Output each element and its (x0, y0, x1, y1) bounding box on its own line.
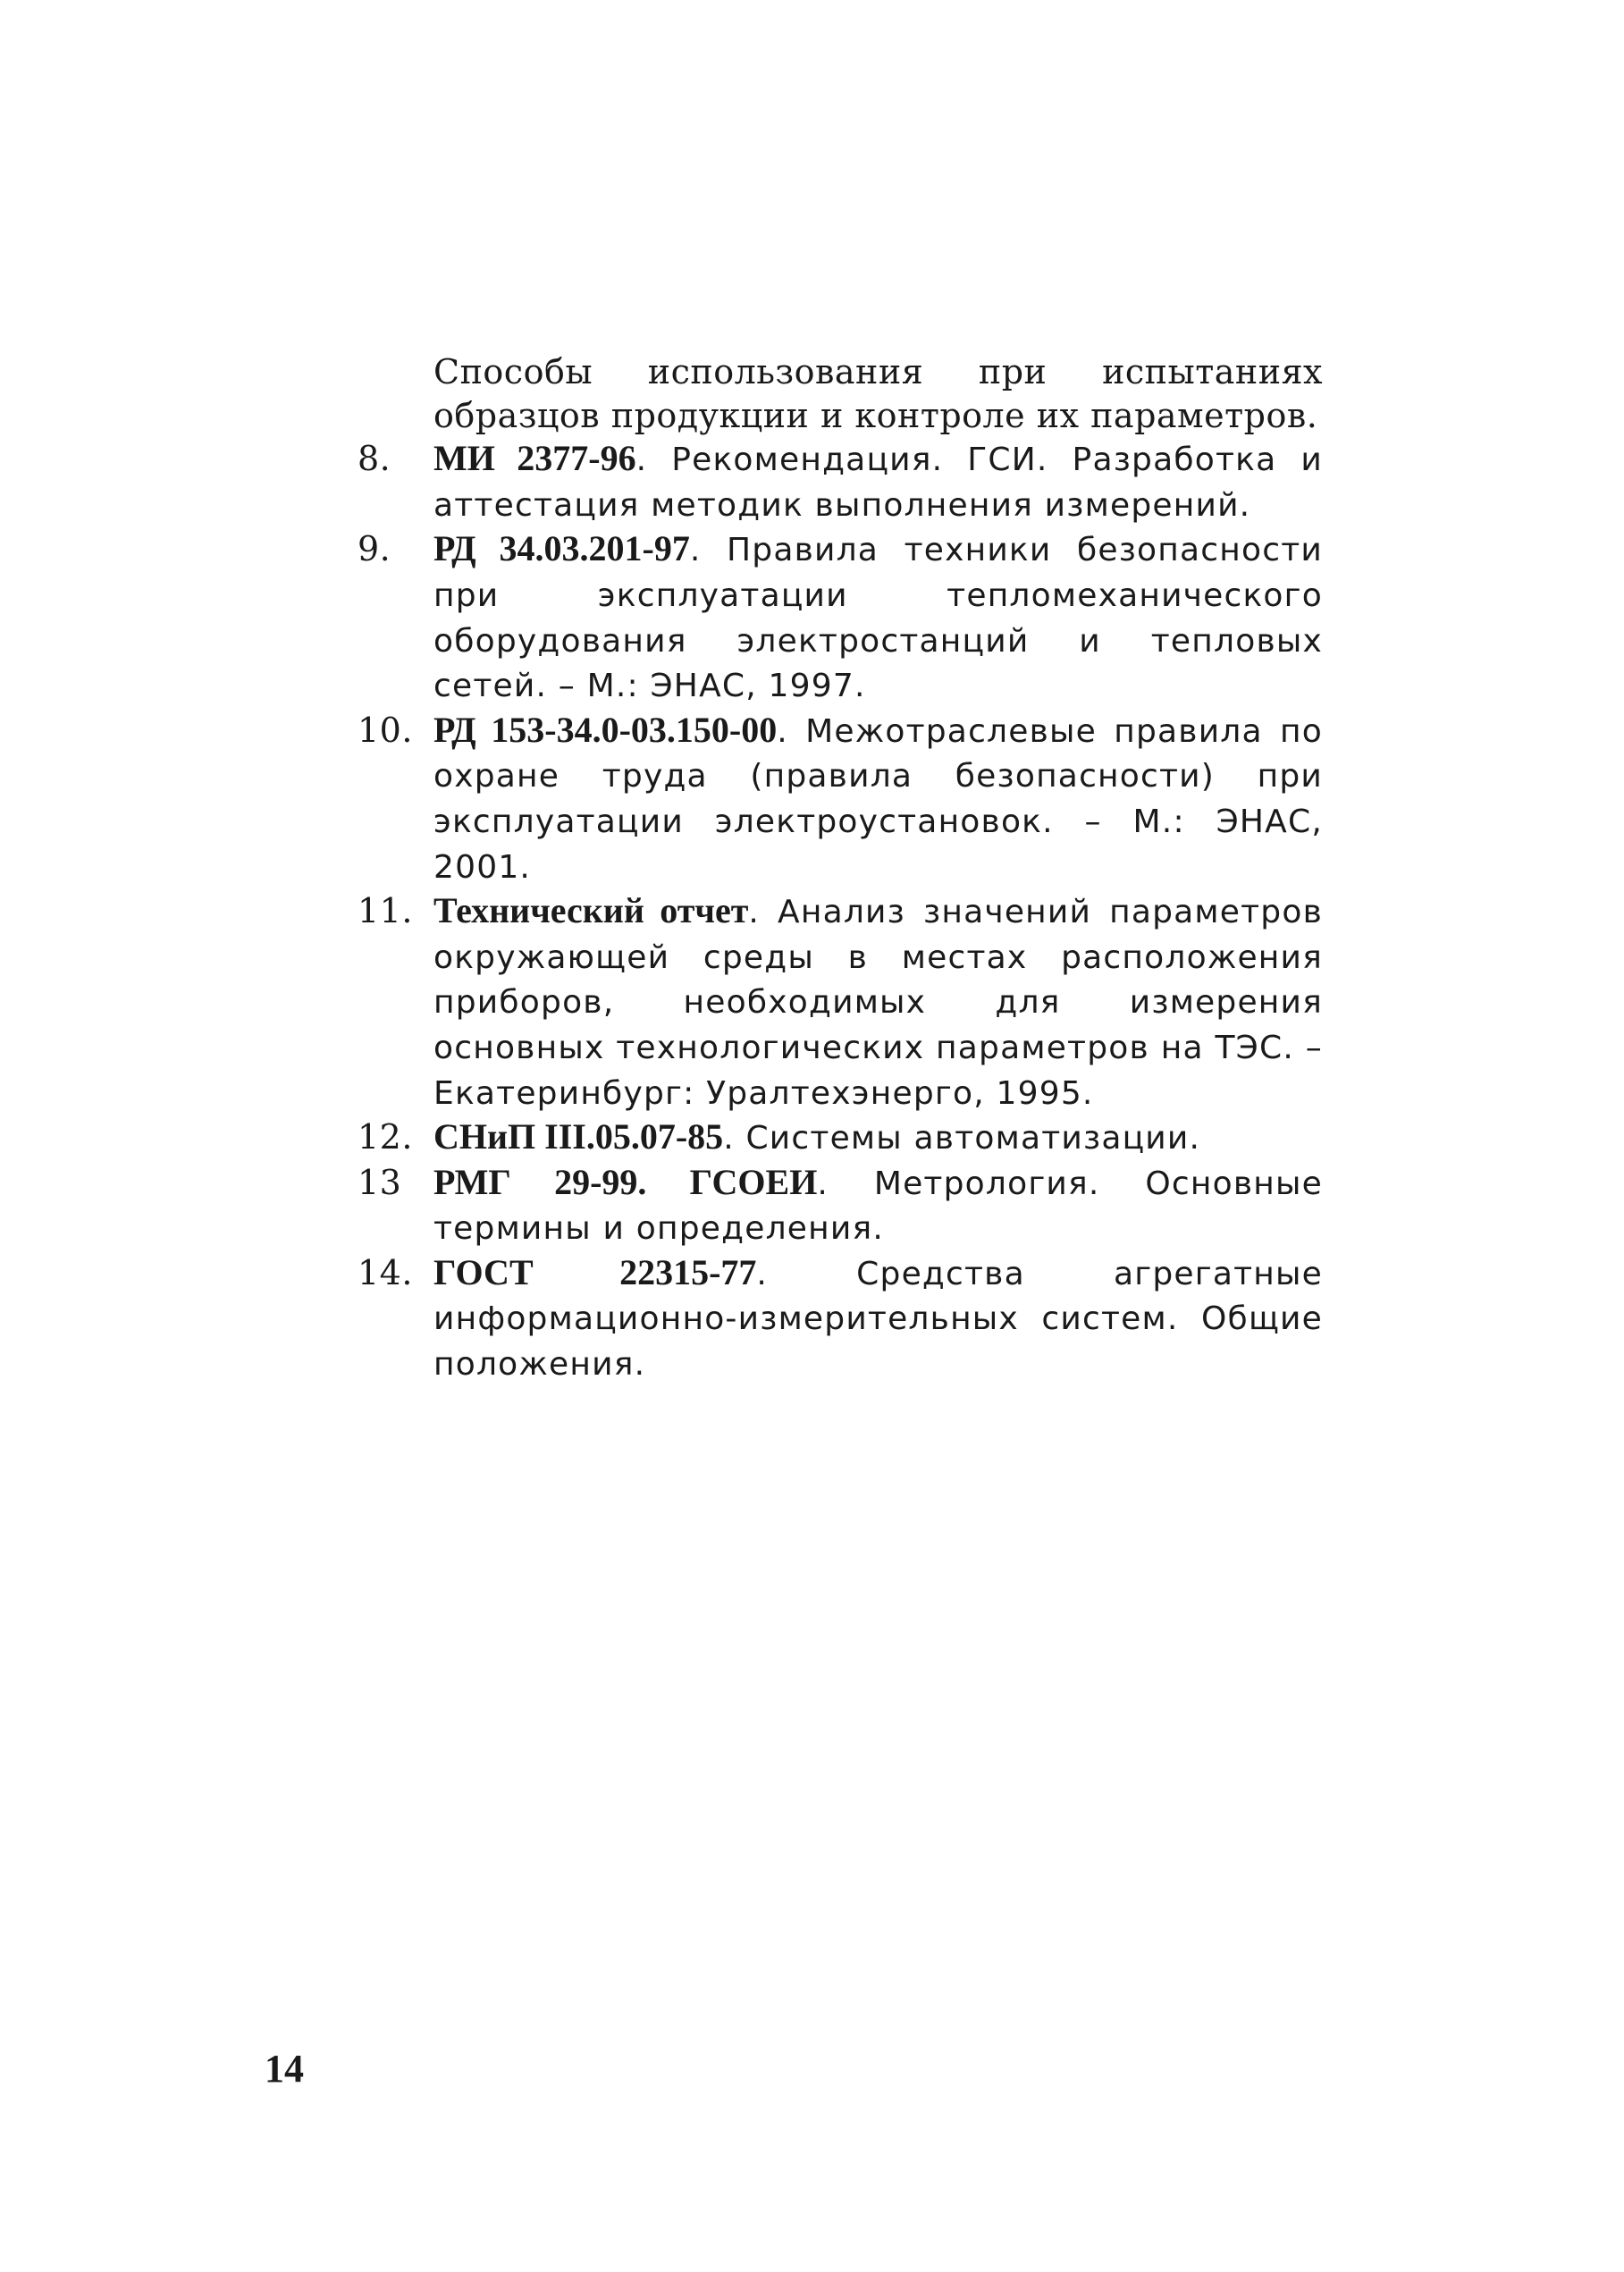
reference-code: ГОСТ 22315-77 (433, 1251, 757, 1292)
reference-number: 10. (358, 710, 413, 750)
reference-number: 11. (358, 891, 413, 931)
reference-item-11 (358, 889, 1323, 1115)
reference-continuation: Способы использования при испытаниях образцов продукции и контроле их параметров. (433, 352, 1323, 435)
reference-item-14 (358, 1251, 1323, 1387)
reference-text: . Средства агрегатные информационно-измерительных систем. Общие положения. (433, 1255, 1323, 1384)
page-number: 14 (265, 2047, 304, 2091)
reference-code: Технический отчет (433, 890, 749, 931)
reference-item-9 (358, 527, 1323, 708)
reference-list (358, 350, 1323, 1387)
reference-item-8 (358, 437, 1323, 527)
reference-code: РМГ 29-99. ГСОЕИ (433, 1161, 818, 1202)
reference-item-10 (358, 709, 1323, 889)
reference-text: . Системы автоматизации. (723, 1120, 1201, 1157)
reference-number: 14. (358, 1252, 413, 1292)
reference-number: 9. (358, 529, 391, 569)
reference-text: . Анализ значений параметров окружающей среды в местах расположения приборов, необходимых для измерения основных технологических параметров на ТЭС. – Екатеринбург: Уралтехэнерго, 1995. (433, 894, 1323, 1112)
reference-number: 8. (358, 439, 391, 479)
reference-text: . Правила техники безопасности при эксплуатации тепломеханического оборудования электростанций и тепловых сетей. – М.: ЭНАС, 1997. (433, 532, 1323, 705)
reference-number: 12. (358, 1117, 413, 1157)
reference-code: РД 153-34.0-03.150-00 (433, 709, 778, 750)
reference-item-12 (358, 1115, 1323, 1161)
reference-code: РД 34.03.201-97 (433, 528, 690, 569)
reference-number: 13 (358, 1162, 402, 1202)
reference-code: МИ 2377-96 (433, 438, 636, 479)
reference-code: СНиП III.05.07-85 (433, 1116, 724, 1157)
reference-item-13 (358, 1161, 1323, 1251)
reference-text: . Метрология. Основные термины и определения. (433, 1165, 1323, 1248)
reference-text: . Межотраслевые правила по охране труда (правила безопасности) при эксплуатации электроустановок. – М.: ЭНАС, 2001. (433, 712, 1323, 886)
reference-text: . Рекомендация. ГСИ. Разработка и аттестация методик выполнения измерений. (433, 442, 1323, 524)
